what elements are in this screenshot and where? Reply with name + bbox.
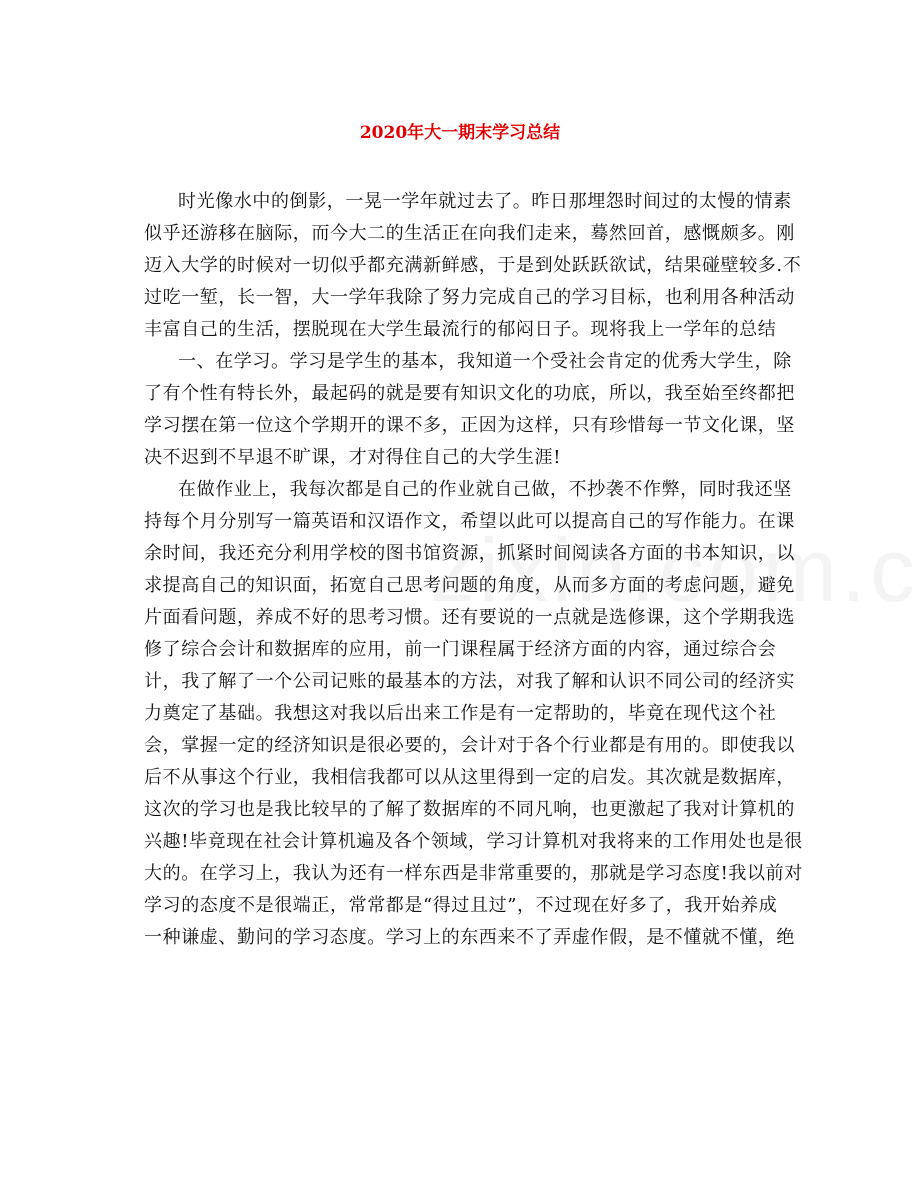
text-line: 这次的学习也是我比较早的了解了数据库的不同凡响，也更激起了我对计算机的	[144, 799, 795, 820]
text-line: 兴趣!毕竟现在社会计算机遍及各个领域，学习计算机对我将来的工作用处也是很	[144, 831, 803, 852]
text-line: 一、在学习。学习是学生的基本，我知道一个受社会肯定的优秀大学生，除	[178, 351, 792, 372]
document-title: 2020年大一期末学习总结	[359, 123, 561, 143]
text-line: 会，掌握一定的经济知识是很必要的，会计对于各个行业都是有用的。即使我以	[144, 735, 795, 756]
text-line: 力奠定了基础。我想这对我以后出来工作是有一定帮助的，毕竟在现代这个社	[144, 703, 777, 724]
text-line: 后不从事这个行业，我相信我都可以从这里得到一定的启发。其次就是数据库，	[144, 767, 795, 788]
text-line: 决不迟到不早退不旷课，才对得住自己的大学生涯!	[144, 447, 562, 468]
text-line: 在做作业上，我每次都是自己的作业就自己做，不抄袭不作弊，同时我还坚	[178, 479, 792, 500]
text-line: 似乎还游移在脑际，而今大二的生活正在向我们走来，蓦然回首，感慨颇多。刚	[144, 223, 795, 244]
text-line: 过吃一堑，长一智，大一学年我除了努力完成自己的学习目标，也利用各种活动	[144, 287, 795, 308]
text-line: 持每个月分别写一篇英语和汉语作文，希望以此可以提高自己的写作能力。在课	[144, 511, 795, 532]
document-body	[144, 186, 803, 954]
text-line: 片面看问题，养成不好的思考习惯。还有要说的一点就是选修课，这个学期我选	[144, 607, 795, 628]
text-line: 时光像水中的倒影，一晃一学年就过去了。昨日那埋怨时间过的太慢的情素	[178, 191, 792, 212]
text-line: 余时间，我还充分利用学校的图书馆资源，抓紧时间阅读各方面的书本知识，以	[144, 543, 795, 564]
text-line: 大的。在学习上，我认为还有一样东西是非常重要的，那就是学习态度!我以前对	[144, 863, 803, 884]
text-line: 求提高自己的知识面，拓宽自己思考问题的角度，从而多方面的考虑问题，避免	[144, 575, 795, 596]
text-line: 计，我了解了一个公司记账的最基本的方法，对我了解和认识不同公司的经济实	[144, 671, 795, 692]
text-line: 修了综合会计和数据库的应用，前一门课程属于经济方面的内容，通过综合会	[144, 639, 777, 660]
text-line: 学习的态度不是很端正，常常都是“得过且过”，不过现在好多了，我开始养成	[144, 895, 778, 916]
text-line: 丰富自己的生活，摆脱现在大学生最流行的郁闷日子。现将我上一学年的总结	[144, 319, 777, 340]
text-line: 了有个性有特长外，最起码的就是要有知识文化的功底，所以，我至始至终都把	[144, 383, 795, 404]
text-line: 迈入大学的时候对一切似乎都充满新鲜感，于是到处跃跃欲试，结果碰壁较多.不	[144, 255, 802, 276]
text-line: 学习摆在第一位这个学期开的课不多，正因为这样，只有珍惜每一节文化课，坚	[144, 415, 795, 436]
text-line: 一种谦虚、勤问的学习态度。学习上的东西来不了弄虚作假，是不懂就不懂，绝	[144, 927, 795, 948]
